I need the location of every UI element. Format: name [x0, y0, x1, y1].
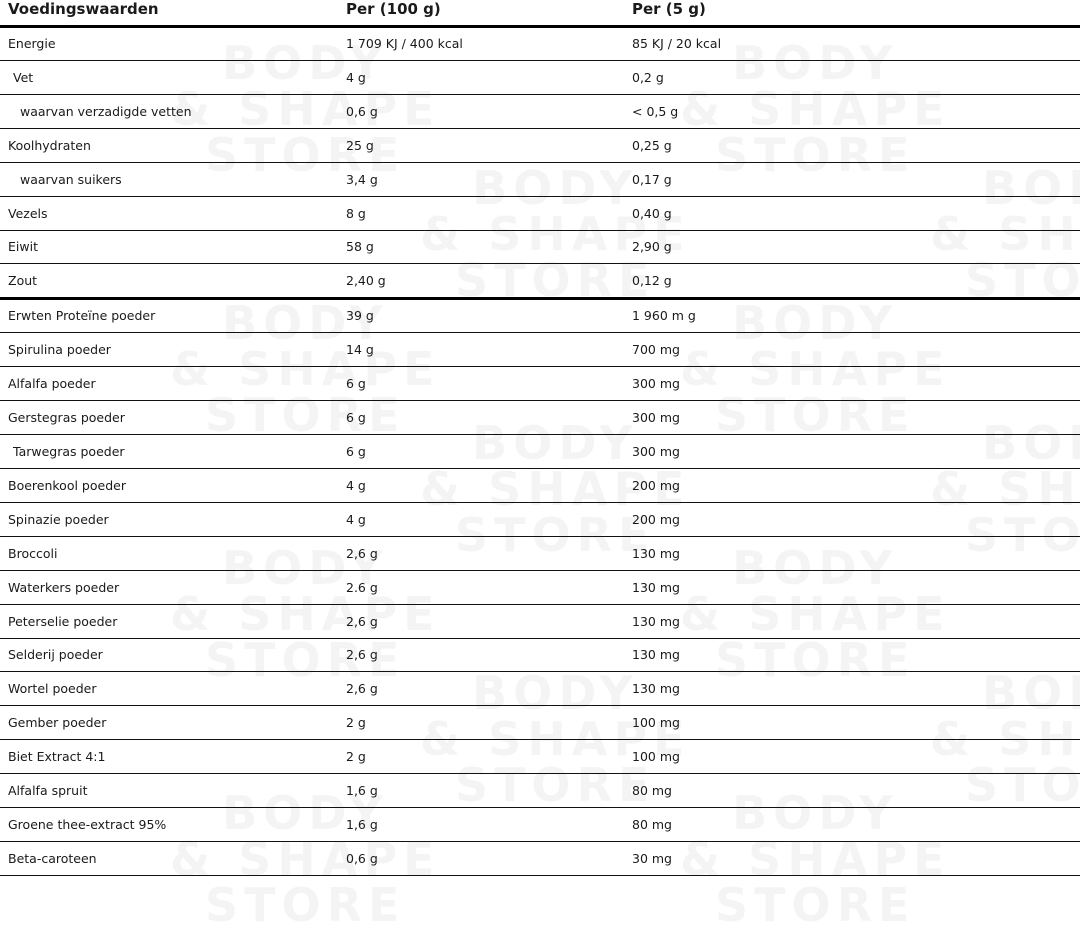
- table-row: [0, 469, 1080, 503]
- table-row: [0, 706, 1080, 740]
- row-per-5g: 0,2 g: [624, 61, 1080, 95]
- row-name: Boerenkool poeder: [0, 469, 338, 503]
- row-per-100g: 1,6 g: [338, 774, 624, 808]
- table-row: [0, 808, 1080, 842]
- row-per-5g: 300 mg: [624, 367, 1080, 401]
- row-name: Wortel poeder: [0, 672, 338, 706]
- row-per-100g: 6 g: [338, 367, 624, 401]
- row-per-5g: 300 mg: [624, 435, 1080, 469]
- row-name: Gerstegras poeder: [0, 401, 338, 435]
- row-per-5g: < 0,5 g: [624, 95, 1080, 129]
- row-name: Gember poeder: [0, 706, 338, 740]
- row-per-5g: 30 mg: [624, 842, 1080, 876]
- row-name: Peterselie poeder: [0, 605, 338, 639]
- table-row: [0, 163, 1080, 197]
- row-per-100g: 1,6 g: [338, 808, 624, 842]
- row-per-100g: 2.6 g: [338, 571, 624, 605]
- row-per-100g: 2,6 g: [338, 672, 624, 706]
- row-name: Spinazie poeder: [0, 503, 338, 537]
- row-per-5g: 130 mg: [624, 537, 1080, 571]
- table-header: [0, 0, 1080, 27]
- row-per-100g: 3,4 g: [338, 163, 624, 197]
- row-per-100g: 39 g: [338, 299, 624, 333]
- row-per-5g: 130 mg: [624, 605, 1080, 639]
- table-row: [0, 95, 1080, 129]
- row-per-100g: 6 g: [338, 401, 624, 435]
- table-row: [0, 842, 1080, 876]
- row-name: Beta-caroteen: [0, 842, 338, 876]
- row-name: Alfalfa poeder: [0, 367, 338, 401]
- row-per-5g: 700 mg: [624, 333, 1080, 367]
- row-per-100g: 8 g: [338, 197, 624, 231]
- table-row: [0, 639, 1080, 672]
- row-name: Energie: [0, 27, 338, 61]
- row-per-5g: 80 mg: [624, 808, 1080, 842]
- row-name: Vezels: [0, 197, 338, 231]
- row-name: Broccoli: [0, 537, 338, 571]
- table-row: [0, 503, 1080, 537]
- row-per-100g: 58 g: [338, 231, 624, 264]
- row-per-5g: 2,90 g: [624, 231, 1080, 264]
- table-row: [0, 401, 1080, 435]
- row-name: Eiwit: [0, 231, 338, 264]
- row-per-5g: 130 mg: [624, 672, 1080, 706]
- row-per-100g: 6 g: [338, 435, 624, 469]
- row-per-5g: 80 mg: [624, 774, 1080, 808]
- row-name: Zout: [0, 264, 338, 299]
- row-per-100g: 4 g: [338, 469, 624, 503]
- row-name: Spirulina poeder: [0, 333, 338, 367]
- header-nutrient: Voedingswaarden: [0, 0, 338, 27]
- row-per-5g: 0,12 g: [624, 264, 1080, 299]
- row-per-5g: 100 mg: [624, 740, 1080, 774]
- row-per-5g: 1 960 m g: [624, 299, 1080, 333]
- row-name: Selderij poeder: [0, 639, 338, 672]
- row-per-100g: 14 g: [338, 333, 624, 367]
- ingredients-section: [0, 299, 1080, 876]
- table-row: [0, 27, 1080, 61]
- table-row: [0, 537, 1080, 571]
- table-row: [0, 197, 1080, 231]
- table-row: [0, 672, 1080, 706]
- row-per-100g: 2,6 g: [338, 639, 624, 672]
- row-per-100g: 0,6 g: [338, 95, 624, 129]
- row-name: Biet Extract 4:1: [0, 740, 338, 774]
- row-name: Vet: [0, 61, 338, 95]
- table-row: [0, 61, 1080, 95]
- row-name: Tarwegras poeder: [0, 435, 338, 469]
- row-per-100g: 2 g: [338, 706, 624, 740]
- row-name: waarvan verzadigde vetten: [0, 95, 338, 129]
- row-per-100g: 2,6 g: [338, 605, 624, 639]
- row-per-5g: 300 mg: [624, 401, 1080, 435]
- row-per-100g: 0,6 g: [338, 842, 624, 876]
- table-row: [0, 774, 1080, 808]
- row-per-5g: 0,25 g: [624, 129, 1080, 163]
- row-per-5g: 200 mg: [624, 503, 1080, 537]
- table-row: [0, 129, 1080, 163]
- header-per-100g: Per (100 g): [338, 0, 624, 27]
- row-name: Alfalfa spruit: [0, 774, 338, 808]
- row-name: Erwten Proteïne poeder: [0, 299, 338, 333]
- table-row: [0, 333, 1080, 367]
- row-name: Groene thee-extract 95%: [0, 808, 338, 842]
- row-per-5g: 130 mg: [624, 571, 1080, 605]
- row-per-100g: 1 709 KJ / 400 kcal: [338, 27, 624, 61]
- table-row: [0, 740, 1080, 774]
- row-per-100g: 4 g: [338, 61, 624, 95]
- header-per-5g: Per (5 g): [624, 0, 1080, 27]
- table-row: [0, 231, 1080, 264]
- table-row: [0, 571, 1080, 605]
- row-per-100g: 25 g: [338, 129, 624, 163]
- table-row: [0, 435, 1080, 469]
- row-name: waarvan suikers: [0, 163, 338, 197]
- row-per-5g: 85 KJ / 20 kcal: [624, 27, 1080, 61]
- row-per-5g: 0,17 g: [624, 163, 1080, 197]
- table-row: [0, 264, 1080, 299]
- row-name: Koolhydraten: [0, 129, 338, 163]
- row-per-5g: 130 mg: [624, 639, 1080, 672]
- row-per-100g: 4 g: [338, 503, 624, 537]
- row-per-100g: 2,6 g: [338, 537, 624, 571]
- nutrients-section: [0, 27, 1080, 299]
- row-per-5g: 100 mg: [624, 706, 1080, 740]
- row-per-5g: 200 mg: [624, 469, 1080, 503]
- row-per-100g: 2 g: [338, 740, 624, 774]
- table-row: [0, 605, 1080, 639]
- row-per-100g: 2,40 g: [338, 264, 624, 299]
- row-name: Waterkers poeder: [0, 571, 338, 605]
- table-row: [0, 299, 1080, 333]
- table-row: [0, 367, 1080, 401]
- row-per-5g: 0,40 g: [624, 197, 1080, 231]
